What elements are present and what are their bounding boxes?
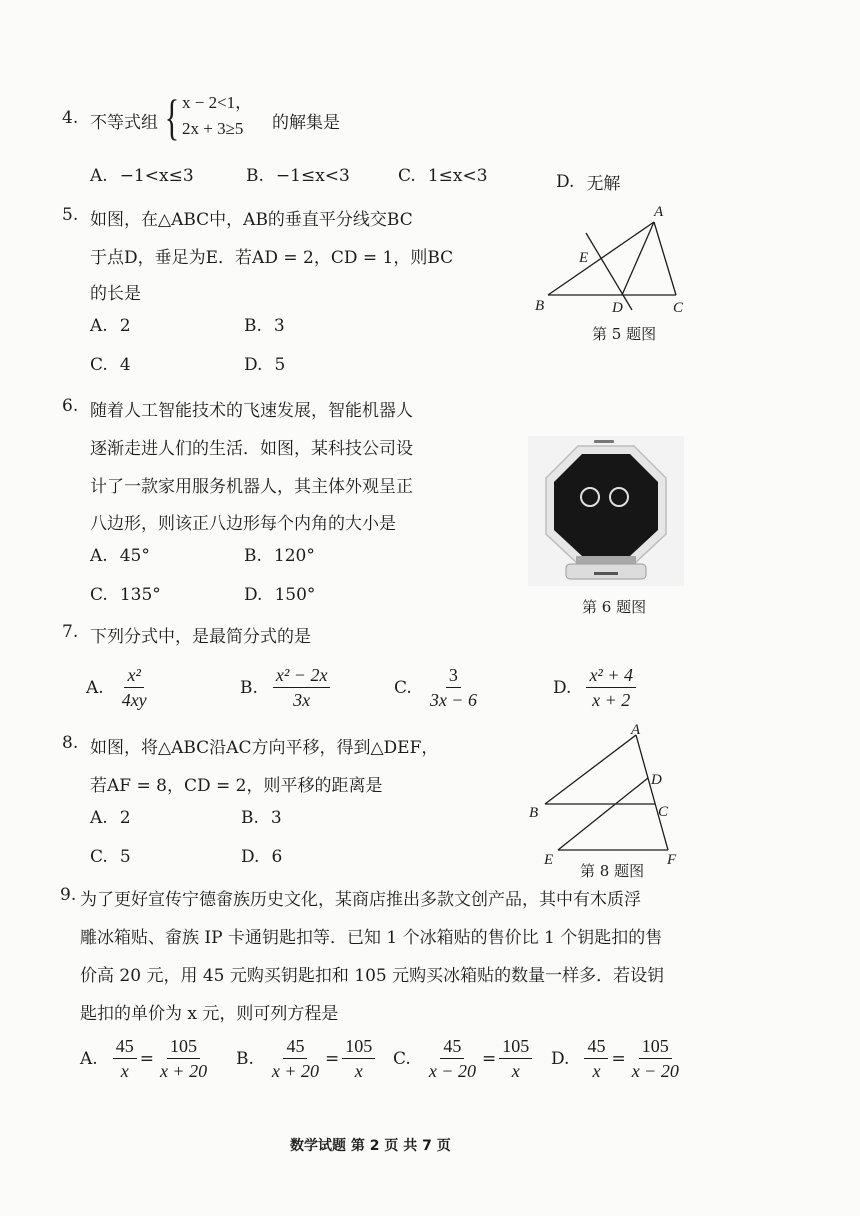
option-text: −1≤x<3: [275, 166, 350, 186]
right-fraction: [629, 1036, 682, 1081]
segment-ab: [545, 735, 636, 804]
option-label: B.: [236, 1048, 254, 1069]
right-fraction: [157, 1036, 210, 1081]
denominator: x: [120, 1061, 129, 1081]
q4-stem-before: 不等式组: [90, 113, 158, 133]
option-text: 135°: [119, 585, 161, 605]
numerator: 45: [283, 1036, 307, 1059]
option-label: C.: [90, 847, 108, 867]
q4-system: [182, 90, 252, 142]
option-label: A.: [90, 546, 108, 566]
q7-option-c[interactable]: [394, 665, 483, 710]
point-c-label: C: [673, 300, 684, 316]
q8-option-b[interactable]: [241, 808, 282, 828]
q4-option-d[interactable]: [556, 169, 620, 194]
q9-option-c[interactable]: [393, 1036, 535, 1081]
page-footer: 数学试题 第 2 页 共 7 页: [290, 1138, 451, 1154]
option-label: D.: [244, 355, 263, 375]
q8-line-1: 如图，将△ABC沿AC方向平移，得到△DEF，: [90, 738, 439, 758]
option-label: C.: [90, 585, 108, 605]
denominator: x + 2: [592, 690, 631, 710]
denominator: x − 20: [428, 1061, 476, 1081]
numerator: x² − 2x: [273, 665, 331, 688]
q8-number: 8.: [62, 733, 79, 753]
option-label: B.: [241, 808, 259, 828]
option-text: 4: [119, 355, 131, 375]
numerator: 105: [639, 1036, 672, 1059]
option-text: 2: [119, 316, 131, 336]
q4-option-c[interactable]: [398, 166, 488, 186]
point-e-label: E: [544, 852, 554, 868]
option-label: A.: [90, 808, 108, 828]
q9-line-1: 为了更好宣传宁德畲族历史文化，某商店推出多款文创产品，其中有木质浮: [80, 890, 641, 910]
denominator: x: [511, 1061, 520, 1081]
point-e-label: E: [579, 250, 589, 266]
perpendicular-bisector: [586, 233, 632, 310]
point-a-label: A: [631, 722, 641, 738]
denominator: x: [592, 1061, 601, 1081]
point-d-label: D: [612, 300, 623, 316]
q5-option-d[interactable]: [244, 355, 285, 375]
option-text: 120°: [273, 546, 315, 566]
point-f-label: F: [667, 852, 677, 868]
q8-figure-caption: 第 8 题图: [580, 862, 645, 880]
option-label: A.: [90, 316, 108, 336]
point-b-label: B: [535, 298, 545, 314]
option-label: B.: [246, 166, 264, 186]
q4-option-a[interactable]: [90, 166, 194, 186]
q4-option-b[interactable]: [246, 166, 350, 186]
denominator: x + 20: [159, 1061, 208, 1081]
segment-de: [558, 778, 648, 850]
q8-option-a[interactable]: [90, 808, 131, 828]
option-label: D.: [244, 585, 263, 605]
q8-line-2: 若AF = 8，CD = 2，则平移的距离是: [90, 776, 383, 796]
q6-figure-caption: 第 6 题图: [582, 598, 647, 616]
q5-option-b[interactable]: [244, 316, 285, 336]
right-fraction: [342, 1036, 375, 1081]
robot-neck: [576, 556, 636, 564]
q6-robot-photo: [528, 436, 684, 586]
option-label: A.: [86, 677, 104, 698]
point-d-label: D: [651, 772, 662, 788]
q8-figure: [525, 722, 690, 872]
left-fraction: [584, 1036, 608, 1081]
option-label: C.: [393, 1048, 411, 1069]
q4-stem-after: 的解集是: [272, 113, 340, 133]
denominator: 3x: [293, 690, 311, 710]
option-label: B.: [244, 316, 262, 336]
q9-number: 9.: [60, 885, 77, 905]
left-fraction: [269, 1036, 322, 1081]
q9-option-d[interactable]: [551, 1036, 685, 1081]
segment-af: [636, 735, 668, 850]
q6-option-d[interactable]: [244, 585, 315, 605]
option-text: 2: [119, 808, 131, 828]
right-fraction: [499, 1036, 532, 1081]
left-fraction: [426, 1036, 479, 1081]
q6-option-a[interactable]: [90, 546, 150, 566]
fraction: [119, 665, 150, 710]
robot-indicator: [594, 440, 614, 443]
numerator: 105: [167, 1036, 200, 1059]
q9-line-4: 匙扣的单价为 x 元，则可列方程是: [80, 1004, 339, 1024]
q9-option-b[interactable]: [236, 1036, 378, 1081]
equals-sign: =: [325, 1048, 340, 1069]
q6-option-c[interactable]: [90, 585, 161, 605]
q7-option-b[interactable]: [240, 665, 333, 710]
denominator: 4xy: [121, 690, 147, 710]
fraction: [586, 665, 636, 710]
denominator: x + 20: [271, 1061, 320, 1081]
point-b-label: B: [529, 805, 539, 821]
q4-number: 4.: [62, 108, 79, 128]
q5-number: 5.: [62, 205, 79, 225]
left-fraction: [113, 1036, 137, 1081]
numerator: x²: [124, 665, 143, 688]
robot-base: [566, 564, 646, 579]
q5-option-a[interactable]: [90, 316, 131, 336]
option-text: 5: [274, 355, 286, 375]
point-a-label: A: [654, 204, 664, 220]
fraction: [427, 665, 480, 710]
q9-line-2: 雕冰箱贴、畲族 IP 卡通钥匙扣等．已知 1 个冰箱贴的售价比 1 个钥匙扣的售: [80, 928, 663, 948]
q4-inequality-1: x − 2<1，: [182, 93, 253, 112]
q9-line-3: 价高 20 元，用 45 元购买钥匙扣和 105 元购买冰箱贴的数量一样多．若设钥: [80, 966, 665, 986]
q6-number: 6.: [62, 396, 79, 416]
option-text: 1≤x<3: [427, 166, 488, 186]
option-text: 5: [119, 847, 131, 867]
denominator: 3x − 6: [429, 690, 477, 710]
q6-line-3: 计了一款家用服务机器人，其主体外观呈正: [90, 477, 413, 497]
q8-option-c[interactable]: [90, 847, 131, 867]
option-label: C.: [90, 355, 108, 375]
q6-option-b[interactable]: [244, 546, 315, 566]
segment-ac: [654, 222, 676, 295]
q9-option-a[interactable]: [80, 1036, 213, 1081]
q7-number: 7.: [62, 622, 79, 642]
equals-sign: =: [139, 1048, 154, 1069]
numerator: 45: [440, 1036, 464, 1059]
q5-figure: [530, 200, 700, 320]
equals-sign: =: [611, 1048, 626, 1069]
option-label: D.: [551, 1048, 570, 1069]
numerator: x² + 4: [586, 665, 636, 688]
denominator: x − 20: [631, 1061, 679, 1081]
option-label: C.: [394, 677, 412, 698]
option-label: A.: [90, 166, 108, 186]
q7-option-a[interactable]: [86, 665, 153, 710]
q6-line-2: 逐渐走进人们的生活．如图，某科技公司设: [90, 439, 413, 459]
option-label: B.: [240, 677, 258, 698]
numerator: 105: [499, 1036, 532, 1059]
q5-line-2: 于点D，垂足为E．若AD = 2，CD = 1，则BC: [90, 248, 454, 268]
option-label: D.: [556, 171, 575, 192]
option-label: D.: [241, 847, 260, 867]
equals-sign: =: [481, 1048, 497, 1069]
q4-brace: {: [164, 89, 180, 145]
q6-line-4: 八边形，则该正八边形每个内角的大小是: [90, 514, 396, 534]
option-text: 无解: [586, 174, 621, 194]
option-text: −1<x≤3: [119, 166, 194, 186]
option-text: 3: [270, 808, 282, 828]
robot-base-slot: [594, 572, 618, 575]
numerator: 45: [113, 1036, 137, 1059]
q5-figure-caption: 第 5 题图: [592, 325, 657, 343]
numerator: 3: [446, 665, 461, 688]
q5-line-3: 的长是: [90, 284, 141, 304]
q7-stem: 下列分式中，是最简分式的是: [90, 627, 311, 647]
q5-option-c[interactable]: [90, 355, 131, 375]
option-text: 3: [273, 316, 285, 336]
numerator: 105: [342, 1036, 375, 1059]
fraction: [273, 665, 331, 710]
option-text: 6: [271, 847, 283, 867]
option-label: B.: [244, 546, 262, 566]
q6-line-1: 随着人工智能技术的飞速发展，智能机器人: [90, 401, 413, 421]
point-c-label: C: [658, 804, 669, 820]
robot-face-octagon: [554, 454, 658, 556]
option-label: D.: [553, 677, 572, 698]
option-label: A.: [80, 1048, 98, 1069]
q4-inequality-2: 2x + 3≥5: [182, 119, 244, 138]
option-text: 45°: [119, 546, 150, 566]
numerator: 45: [584, 1036, 608, 1059]
q7-option-d[interactable]: [553, 665, 639, 710]
option-text: 150°: [274, 585, 316, 605]
q5-line-1: 如图，在△ABC中，AB的垂直平分线交BC: [90, 210, 413, 230]
q8-option-d[interactable]: [241, 847, 282, 867]
denominator: x: [354, 1061, 363, 1081]
option-label: C.: [398, 166, 416, 186]
